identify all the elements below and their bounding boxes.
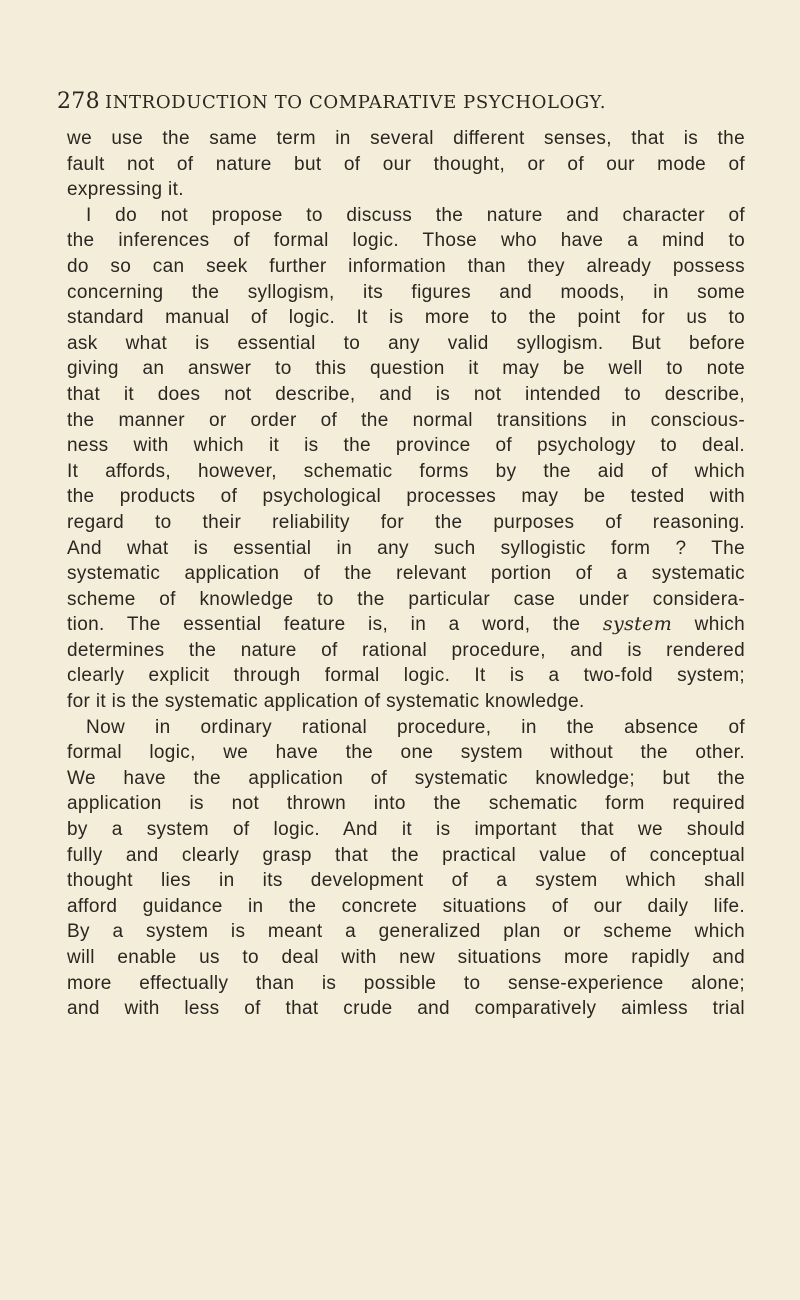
text-line: more effectually than is possible to sense-experience alone; (67, 972, 745, 994)
running-head (57, 89, 747, 114)
text-line: ask what is essential to any valid syllogism. But before (67, 332, 745, 354)
text-run: which (672, 614, 745, 636)
text-line: do so can seek further information than they already possess (67, 255, 745, 277)
text-line (67, 612, 745, 638)
text-line: the manner or order of the normal transitions in conscious- (67, 409, 745, 431)
text-line: afford guidance in the concrete situations of our daily life. (67, 895, 745, 917)
text-line: It affords, however, schematic forms by the aid of which (67, 460, 745, 482)
text-line: expressing it. (67, 179, 184, 201)
text-line: By a system is meant a generalized plan or scheme which (67, 921, 745, 943)
text-line: and with less of that crude and comparatively aimless trial (67, 998, 745, 1020)
text-run: tion. The essential feature is, in a word, the (67, 614, 603, 636)
text-line: systematic application of the relevant portion of a systematic (67, 563, 745, 585)
text-line: formal logic, we have the one system without the other. (67, 742, 745, 764)
text-line: that it does not describe, and is not intended to describe, (67, 383, 745, 405)
text-line: fully and clearly grasp that the practical value of conceptual (67, 844, 745, 866)
body-text (67, 126, 745, 1022)
running-title: INTRODUCTION TO COMPARATIVE PSYCHOLOGY. (105, 92, 607, 113)
text-line: we use the same term in several different senses, that is the (67, 128, 745, 149)
text-line: will enable us to deal with new situations more rapidly and (67, 947, 745, 968)
text-line: thought lies in its development of a system which shall (67, 870, 745, 892)
text-line: I do not propose to discuss the nature and character of (86, 204, 745, 226)
text-line: by a system of logic. And it is important that we should (67, 819, 745, 841)
text-line: We have the application of systematic knowledge; but the (67, 767, 745, 789)
text-line: ness with which it is the province of psychology to deal. (67, 435, 745, 457)
text-line: regard to their reliability for the purposes of reasoning. (67, 511, 745, 533)
text-line: application is not thrown into the schematic form required (67, 793, 745, 815)
text-line: scheme of knowledge to the particular case under considera- (67, 588, 745, 610)
text-line: determines the nature of rational procedure, and is rendered (67, 639, 745, 661)
text-line: fault not of nature but of our thought, or of our mode of (67, 153, 745, 175)
text-line: for it is the systematic application of systematic knowledge. (67, 691, 585, 713)
italic-word: system (602, 613, 673, 636)
text-line: the products of psychological processes may be tested with (67, 486, 745, 508)
text-line: giving an answer to this question it may be well to note (67, 358, 745, 380)
text-line: concerning the syllogism, its figures and moods, in some (67, 281, 745, 303)
text-line: Now in ordinary rational procedure, in the absence of (86, 716, 745, 738)
text-line: clearly explicit through formal logic. It is a two-fold system; (67, 665, 745, 687)
page-number: 278 (57, 89, 100, 114)
text-line: the inferences of formal logic. Those who have a mind to (67, 230, 745, 252)
text-line: standard manual of logic. It is more to the point for us to (67, 307, 745, 329)
text-line: And what is essential in any such syllogistic form ? The (67, 537, 745, 559)
